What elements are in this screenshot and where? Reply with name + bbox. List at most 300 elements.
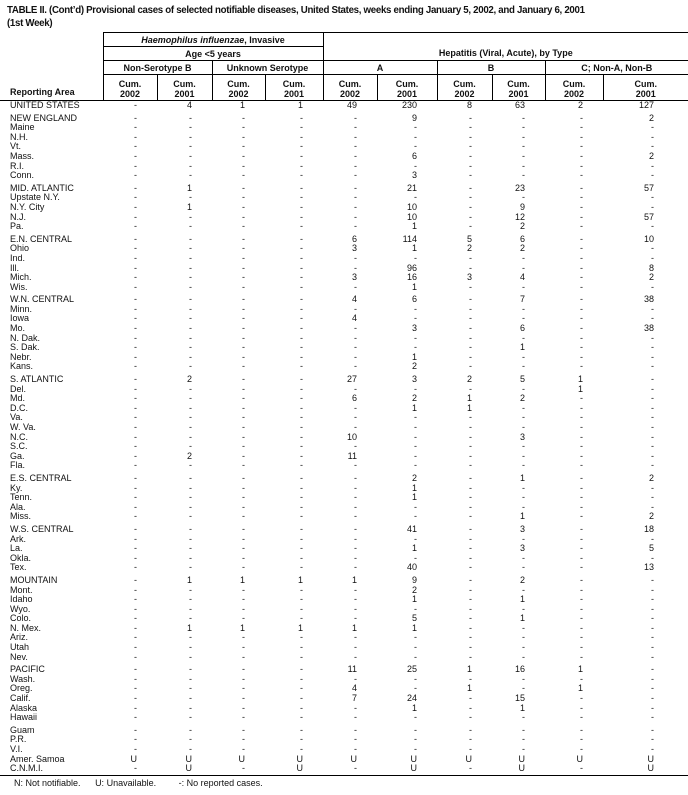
- value-cell: -: [134, 511, 137, 522]
- value-cell: -: [580, 431, 583, 442]
- value-cell: -: [242, 160, 245, 171]
- haemophilus-invasive-label: , Invasive: [244, 34, 285, 45]
- value-cell: -: [469, 693, 472, 704]
- value-cell: 2: [649, 511, 655, 522]
- header-row-cum: [0, 75, 688, 101]
- value-cell: -: [300, 543, 303, 554]
- value-cell: -: [651, 664, 655, 675]
- value-cell: -: [651, 584, 655, 595]
- value-cell: 6: [411, 150, 417, 161]
- value-cell: -: [300, 374, 303, 385]
- value-cell: -: [354, 632, 357, 643]
- value-cell: -: [300, 562, 303, 573]
- value-cell: -: [300, 294, 303, 305]
- value-cell: -: [134, 351, 137, 362]
- value-cell: 11: [347, 664, 357, 675]
- value-cell: -: [189, 683, 192, 694]
- value-cell: -: [242, 693, 245, 704]
- value-cell: -: [469, 281, 472, 292]
- value-cell: -: [522, 131, 525, 142]
- table-row: [0, 452, 688, 462]
- value-cell: -: [134, 431, 137, 442]
- value-cell: 1: [297, 100, 303, 110]
- row-label: N.C.: [10, 431, 28, 442]
- value-cell: -: [134, 131, 137, 142]
- value-cell: -: [469, 262, 472, 273]
- value-cell: -: [134, 112, 137, 123]
- value-cell: 24: [406, 693, 417, 704]
- row-label: Idaho: [10, 594, 33, 605]
- value-cell: 27: [346, 374, 357, 385]
- value-cell: -: [414, 332, 417, 343]
- value-cell: -: [134, 693, 137, 704]
- table-row: [0, 433, 688, 443]
- value-cell: 6: [351, 233, 357, 244]
- table-row: [0, 595, 688, 605]
- row-label: Nev.: [10, 651, 28, 662]
- value-cell: 40: [406, 562, 417, 573]
- cum-label: Cum.: [282, 78, 306, 89]
- value-cell: 1: [411, 243, 417, 254]
- table-row: [0, 375, 688, 385]
- year-label: 2001: [174, 88, 195, 99]
- row-label: MOUNTAIN: [10, 574, 58, 585]
- value-cell: 1: [411, 221, 417, 232]
- table-row: [0, 704, 688, 714]
- value-cell: 3: [411, 323, 417, 334]
- row-label: MID. ATLANTIC: [10, 182, 74, 193]
- value-cell: -: [242, 402, 245, 413]
- value-cell: -: [300, 272, 303, 283]
- value-cell: -: [189, 281, 192, 292]
- row-label: Ark.: [10, 533, 27, 544]
- value-cell: -: [522, 361, 525, 372]
- value-cell: -: [300, 170, 303, 181]
- value-cell: 3: [411, 170, 417, 181]
- table-row: [0, 653, 688, 663]
- value-cell: -: [469, 141, 472, 152]
- value-cell: -: [189, 584, 192, 595]
- value-cell: -: [134, 160, 137, 171]
- value-cell: 5: [519, 374, 525, 385]
- value-cell: -: [242, 150, 245, 161]
- value-cell: -: [189, 594, 192, 605]
- value-cell: -: [414, 303, 417, 314]
- table-row: [0, 684, 688, 694]
- value-cell: U: [518, 763, 525, 774]
- value-cell: -: [300, 651, 303, 662]
- value-cell: -: [522, 651, 525, 662]
- value-cell: -: [300, 281, 303, 292]
- value-cell: -: [189, 422, 192, 432]
- value-cell: -: [651, 374, 655, 385]
- value-cell: 1: [466, 683, 472, 694]
- value-cell: 2: [186, 450, 192, 461]
- value-cell: 2: [186, 374, 192, 385]
- value-cell: 2: [649, 150, 655, 161]
- value-cell: -: [134, 402, 137, 413]
- value-cell: -: [134, 412, 137, 423]
- value-cell: -: [300, 192, 303, 203]
- value-cell: U: [185, 763, 192, 774]
- value-cell: -: [651, 281, 655, 292]
- value-cell: -: [522, 252, 525, 263]
- value-cell: -: [414, 683, 417, 694]
- value-cell: -: [651, 594, 655, 605]
- value-cell: -: [522, 170, 525, 181]
- value-cell: -: [300, 533, 303, 544]
- value-cell: -: [651, 243, 655, 254]
- value-cell: -: [580, 622, 583, 633]
- value-cell: -: [300, 724, 303, 735]
- value-cell: -: [469, 622, 472, 633]
- value-cell: U: [518, 753, 525, 764]
- value-cell: -: [580, 170, 583, 181]
- value-cell: -: [651, 361, 655, 372]
- table-row: [0, 314, 688, 324]
- value-cell: 3: [519, 523, 525, 534]
- value-cell: -: [580, 584, 583, 595]
- value-cell: 1: [297, 574, 303, 585]
- value-cell: -: [522, 562, 525, 573]
- value-cell: -: [522, 460, 525, 471]
- value-cell: -: [300, 383, 303, 394]
- value-cell: -: [354, 201, 357, 212]
- value-cell: 6: [351, 393, 357, 404]
- value-cell: 1: [519, 594, 525, 605]
- value-cell: -: [134, 603, 137, 614]
- value-cell: U: [130, 753, 137, 764]
- value-cell: U: [185, 753, 192, 764]
- value-cell: -: [300, 141, 303, 152]
- value-cell: -: [469, 332, 472, 343]
- value-cell: -: [414, 734, 417, 745]
- value-cell: -: [189, 233, 192, 244]
- value-cell: -: [651, 482, 655, 493]
- value-cell: -: [469, 460, 472, 471]
- value-cell: -: [522, 150, 525, 161]
- value-cell: -: [651, 160, 655, 171]
- row-label: R.I.: [10, 160, 25, 171]
- value-cell: -: [300, 744, 303, 754]
- value-cell: 12: [514, 211, 525, 222]
- value-cell: -: [469, 441, 472, 452]
- value-cell: -: [469, 361, 472, 372]
- value-cell: -: [189, 211, 192, 222]
- table-row: [0, 484, 688, 494]
- value-cell: -: [580, 702, 583, 713]
- value-cell: -: [300, 233, 303, 244]
- row-label: W.S. CENTRAL: [10, 523, 74, 534]
- value-cell: -: [580, 441, 583, 452]
- value-cell: -: [469, 131, 472, 142]
- value-cell: -: [242, 170, 245, 181]
- value-cell: -: [469, 511, 472, 522]
- value-cell: -: [651, 342, 655, 353]
- value-cell: -: [134, 332, 137, 343]
- value-cell: -: [134, 383, 137, 394]
- value-cell: -: [354, 584, 357, 595]
- value-cell: -: [414, 533, 417, 544]
- value-cell: -: [242, 374, 245, 385]
- value-cell: -: [300, 303, 303, 314]
- value-cell: -: [469, 673, 472, 684]
- row-label: S. ATLANTIC: [10, 374, 64, 385]
- value-cell: -: [242, 122, 245, 133]
- table-row: [0, 745, 688, 755]
- value-cell: -: [580, 160, 583, 171]
- value-cell: -: [189, 160, 192, 171]
- value-cell: -: [134, 393, 137, 404]
- value-cell: -: [134, 192, 137, 203]
- row-label: Oreg.: [10, 683, 33, 694]
- row-label: Ill.: [10, 262, 19, 273]
- value-cell: -: [354, 211, 357, 222]
- year-label: 2001: [283, 88, 305, 99]
- value-cell: -: [242, 182, 245, 193]
- value-cell: -: [189, 441, 192, 452]
- value-cell: 114: [402, 233, 417, 244]
- value-cell: -: [580, 693, 583, 704]
- table-row: [0, 404, 688, 414]
- row-label: La.: [10, 543, 23, 554]
- value-cell: -: [354, 122, 357, 133]
- value-cell: -: [469, 201, 472, 212]
- table-row: [0, 755, 688, 765]
- value-cell: -: [469, 323, 472, 334]
- value-cell: -: [354, 221, 357, 232]
- value-cell: -: [242, 501, 245, 512]
- value-cell: 1: [577, 374, 583, 385]
- table-row: [0, 423, 688, 433]
- reporting-area-header: Reporting Area: [0, 33, 103, 101]
- value-cell: -: [189, 342, 192, 353]
- value-cell: -: [189, 482, 192, 493]
- value-cell: -: [189, 664, 192, 675]
- value-cell: -: [651, 192, 655, 203]
- value-cell: -: [651, 221, 655, 232]
- value-cell: -: [189, 131, 192, 142]
- row-label: Mass.: [10, 150, 35, 161]
- value-cell: -: [580, 501, 583, 512]
- value-cell: -: [651, 450, 655, 461]
- value-cell: -: [189, 243, 192, 254]
- value-cell: -: [300, 441, 303, 452]
- value-cell: -: [414, 651, 417, 662]
- value-cell: -: [354, 511, 357, 522]
- value-cell: -: [354, 192, 357, 203]
- value-cell: -: [651, 734, 655, 745]
- value-cell: U: [296, 763, 303, 774]
- value-cell: -: [300, 351, 303, 362]
- value-cell: -: [134, 594, 137, 605]
- value-cell: -: [522, 383, 525, 394]
- value-cell: 2: [411, 472, 417, 483]
- value-cell: -: [469, 744, 472, 754]
- value-cell: -: [189, 262, 192, 273]
- value-cell: 1: [411, 402, 417, 413]
- value-cell: 1: [411, 543, 417, 554]
- value-cell: -: [354, 412, 357, 423]
- value-cell: -: [651, 712, 655, 723]
- value-cell: -: [414, 383, 417, 394]
- value-cell: -: [414, 501, 417, 512]
- value-cell: -: [242, 603, 245, 614]
- table-row: [0, 726, 688, 736]
- value-cell: -: [134, 294, 137, 305]
- value-cell: -: [134, 262, 137, 273]
- value-cell: 1: [239, 622, 245, 633]
- value-cell: -: [414, 342, 417, 353]
- value-cell: -: [414, 460, 417, 471]
- table-row: [0, 563, 688, 573]
- value-cell: -: [134, 233, 137, 244]
- value-cell: -: [134, 673, 137, 684]
- haemophilus-group-header: [103, 33, 323, 47]
- value-cell: 1: [411, 281, 417, 292]
- table-row: [0, 503, 688, 513]
- value-cell: -: [469, 543, 472, 554]
- hepatitis-group-header: Hepatitis (Viral, Acute), by Type: [323, 33, 688, 61]
- value-cell: -: [300, 211, 303, 222]
- value-cell: -: [651, 501, 655, 512]
- value-cell: 1: [351, 574, 357, 585]
- year-label: 2002: [339, 88, 361, 99]
- value-cell: -: [580, 744, 583, 754]
- value-cell: -: [300, 693, 303, 704]
- value-cell: -: [580, 651, 583, 662]
- table-row: [0, 203, 688, 213]
- value-cell: 1: [239, 100, 245, 110]
- row-label: Colo.: [10, 613, 32, 624]
- value-cell: -: [134, 533, 137, 544]
- value-cell: 10: [644, 233, 655, 244]
- value-cell: -: [522, 552, 525, 563]
- value-cell: -: [134, 323, 137, 334]
- value-cell: -: [354, 734, 357, 745]
- column-subgroup-header: B: [437, 61, 545, 75]
- value-cell: -: [242, 412, 245, 423]
- value-cell: -: [469, 574, 472, 585]
- row-label: Vt.: [10, 141, 22, 152]
- value-cell: -: [522, 533, 525, 544]
- row-label: Ky.: [10, 482, 23, 493]
- value-cell: 11: [347, 450, 357, 461]
- value-cell: -: [580, 150, 583, 161]
- year-label: 2002: [563, 88, 585, 99]
- value-cell: -: [242, 323, 245, 334]
- cum-year-header: [377, 75, 437, 101]
- value-cell: -: [134, 313, 137, 324]
- value-cell: 1: [519, 511, 525, 522]
- value-cell: -: [242, 252, 245, 263]
- value-cell: -: [134, 303, 137, 314]
- value-cell: 2: [466, 243, 472, 254]
- value-cell: -: [469, 472, 472, 483]
- value-cell: -: [580, 632, 583, 643]
- value-cell: -: [354, 744, 357, 754]
- value-cell: -: [414, 412, 417, 423]
- value-cell: -: [242, 342, 245, 353]
- table-row: [0, 442, 688, 452]
- value-cell: U: [647, 763, 655, 774]
- value-cell: -: [469, 192, 472, 203]
- header-row-1: [0, 33, 688, 47]
- row-label: Iowa: [10, 313, 30, 324]
- value-cell: 4: [351, 313, 357, 324]
- value-cell: 2: [411, 584, 417, 595]
- value-cell: 6: [519, 323, 525, 334]
- value-cell: -: [354, 712, 357, 723]
- value-cell: 1: [577, 664, 583, 675]
- value-cell: -: [189, 393, 192, 404]
- value-cell: -: [134, 632, 137, 643]
- table-row: [0, 171, 688, 181]
- value-cell: -: [242, 584, 245, 595]
- value-cell: -: [242, 221, 245, 232]
- value-cell: -: [242, 664, 245, 675]
- value-cell: -: [134, 683, 137, 694]
- cum-year-header: [103, 75, 157, 101]
- value-cell: -: [242, 562, 245, 573]
- value-cell: -: [522, 632, 525, 643]
- value-cell: -: [580, 141, 583, 152]
- row-label: E.N. CENTRAL: [10, 233, 73, 244]
- value-cell: -: [469, 492, 472, 503]
- value-cell: 8: [649, 262, 655, 273]
- value-cell: -: [134, 100, 137, 110]
- value-cell: -: [134, 574, 137, 585]
- row-label: Md.: [10, 393, 26, 404]
- value-cell: -: [651, 683, 655, 694]
- value-cell: -: [134, 523, 137, 534]
- value-cell: -: [469, 342, 472, 353]
- value-cell: -: [300, 482, 303, 493]
- value-cell: U: [238, 753, 245, 764]
- value-cell: -: [242, 642, 245, 653]
- value-cell: 3: [519, 431, 525, 442]
- value-cell: -: [189, 351, 192, 362]
- haemophilus-species-name: Haemophilus influenzae: [141, 34, 245, 45]
- value-cell: -: [242, 332, 245, 343]
- value-cell: -: [242, 294, 245, 305]
- value-cell: -: [414, 724, 417, 735]
- table-row: [0, 254, 688, 264]
- cum-label: Cum.: [562, 78, 586, 89]
- value-cell: -: [189, 412, 192, 423]
- value-cell: -: [469, 632, 472, 643]
- value-cell: -: [522, 402, 525, 413]
- value-cell: -: [300, 460, 303, 471]
- cum-label: Cum.: [507, 78, 530, 89]
- value-cell: 127: [639, 100, 655, 110]
- value-cell: -: [469, 170, 472, 181]
- value-cell: -: [134, 150, 137, 161]
- row-label: P.R.: [10, 734, 27, 745]
- value-cell: -: [469, 562, 472, 573]
- value-cell: -: [242, 233, 245, 244]
- value-cell: U: [350, 753, 357, 764]
- value-cell: -: [469, 594, 472, 605]
- value-cell: -: [242, 383, 245, 394]
- value-cell: -: [522, 303, 525, 314]
- value-cell: -: [580, 533, 583, 544]
- value-cell: -: [469, 122, 472, 133]
- value-cell: -: [469, 313, 472, 324]
- value-cell: -: [414, 673, 417, 684]
- table-row: [0, 576, 688, 586]
- value-cell: -: [580, 552, 583, 563]
